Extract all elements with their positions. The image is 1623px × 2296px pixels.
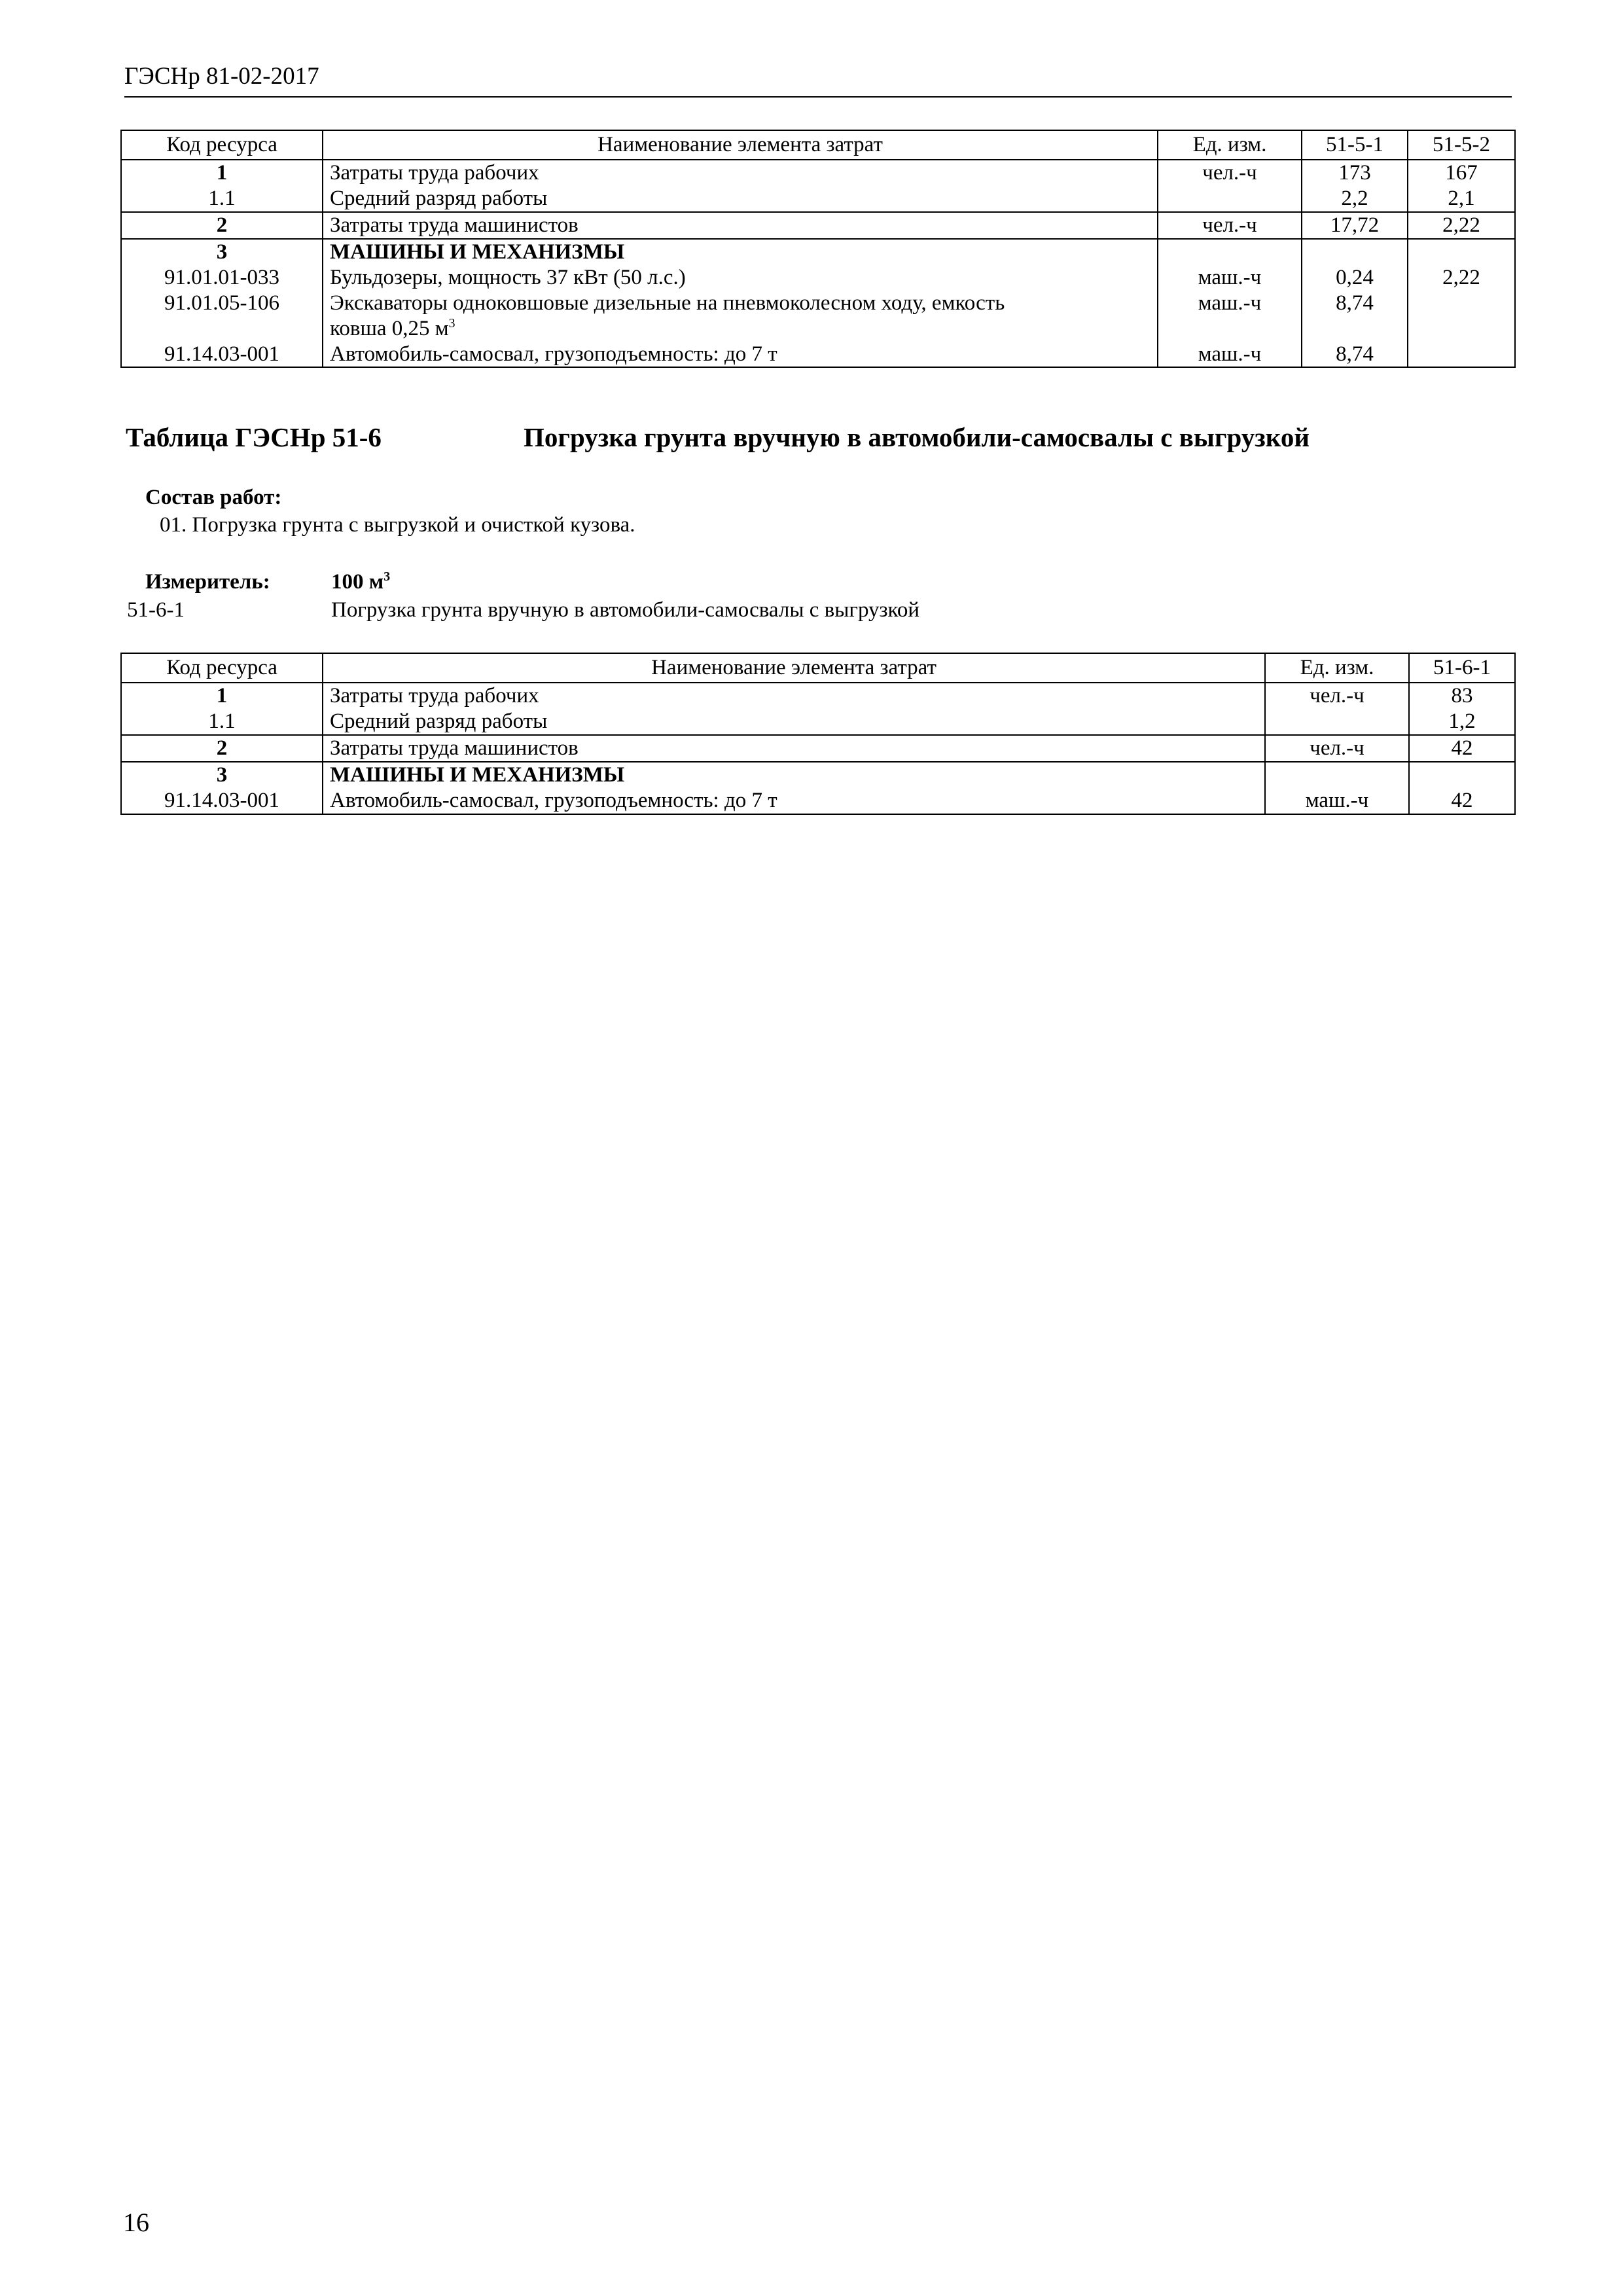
resource-name: Затраты труда рабочих	[323, 683, 1265, 709]
table-row	[121, 709, 1515, 735]
resource-unit: маш.-ч	[1158, 342, 1302, 368]
measure-value-text: 100 м	[331, 570, 384, 594]
table-row	[121, 762, 1515, 788]
resource-code: 3	[121, 762, 323, 788]
work-item: 01. Погрузка грунта с выгрузкой и очисткой кузова.	[160, 513, 635, 537]
resource-unit: маш.-ч	[1265, 788, 1409, 814]
resource-unit: чел.-ч	[1158, 160, 1302, 186]
page-number: 16	[123, 2208, 149, 2237]
value-51-5-1: 8,74	[1302, 342, 1408, 368]
resource-code: 1.1	[121, 709, 323, 735]
resource-code: 2	[121, 735, 323, 762]
value-51-6-1: 42	[1409, 788, 1515, 814]
column-header: 51-6-1	[1409, 653, 1515, 683]
resource-unit: чел.-ч	[1265, 735, 1409, 762]
value-51-5-1: 2,2	[1302, 186, 1408, 212]
column-header: 51-5-1	[1302, 130, 1408, 160]
table-title: Погрузка грунта вручную в автомобили-самосвалы с выгрузкой	[524, 422, 1310, 452]
value-51-5-1	[1302, 239, 1408, 265]
value-51-5-2: 2,1	[1408, 186, 1515, 212]
resource-name: Автомобиль-самосвал, грузоподъемность: до 7 т	[323, 788, 1265, 814]
column-header: Наименование элемента затрат	[323, 130, 1158, 160]
value-51-5-2	[1408, 239, 1515, 265]
column-header: Наименование элемента затрат	[323, 653, 1265, 683]
measure-description: Погрузка грунта вручную в автомобили-самосвалы с выгрузкой	[331, 598, 920, 622]
table-row	[121, 735, 1515, 762]
table-row	[121, 160, 1515, 186]
table-row	[121, 186, 1515, 212]
value-51-6-1: 42	[1409, 735, 1515, 762]
resource-unit	[1265, 762, 1409, 788]
measure-label: Измеритель:	[145, 570, 270, 594]
resource-name: Средний разряд работы	[323, 186, 1158, 212]
resource-name: Средний разряд работы	[323, 709, 1265, 735]
running-header: ГЭСНр 81-02-2017	[124, 64, 1512, 98]
resource-name	[323, 291, 1158, 342]
resource-name: Автомобиль-самосвал, грузоподъемность: до 7 т	[323, 342, 1158, 368]
resource-name-line2: ковша 0,25 м	[330, 316, 449, 340]
resource-code: 1.1	[121, 186, 323, 212]
value-51-5-2: 167	[1408, 160, 1515, 186]
resource-unit: маш.-ч	[1158, 291, 1302, 342]
resource-table-51-5	[120, 130, 1516, 368]
resource-table-51-6	[120, 653, 1516, 815]
resource-name: МАШИНЫ И МЕХАНИЗМЫ	[323, 239, 1158, 265]
resource-unit	[1158, 186, 1302, 212]
value-51-6-1: 83	[1409, 683, 1515, 709]
value-51-5-2: 2,22	[1408, 265, 1515, 291]
resource-name-line1: Экскаваторы одноковшовые дизельные на пневмоколесном ходу, емкость	[330, 291, 1005, 315]
resource-unit	[1265, 709, 1409, 735]
table-row	[121, 291, 1515, 342]
value-51-5-2	[1408, 291, 1515, 342]
value-51-5-1: 8,74	[1302, 291, 1408, 342]
resource-code: 91.14.03-001	[121, 788, 323, 814]
table-row	[121, 342, 1515, 368]
resource-unit	[1158, 239, 1302, 265]
table-header-row	[121, 130, 1515, 160]
column-header: 51-5-2	[1408, 130, 1515, 160]
value-51-5-2	[1408, 342, 1515, 368]
column-header: Код ресурса	[121, 653, 323, 683]
resource-name: Затраты труда машинистов	[323, 735, 1265, 762]
column-header: Код ресурса	[121, 130, 323, 160]
resource-unit: чел.-ч	[1265, 683, 1409, 709]
resource-name: Затраты труда рабочих	[323, 160, 1158, 186]
measure-value	[331, 570, 390, 594]
table-row	[121, 683, 1515, 709]
measure-code: 51-6-1	[127, 598, 185, 622]
resource-code: 2	[121, 212, 323, 239]
work-composition-label: Состав работ:	[145, 486, 282, 509]
table-header-row	[121, 653, 1515, 683]
value-51-5-1: 173	[1302, 160, 1408, 186]
resource-unit: маш.-ч	[1158, 265, 1302, 291]
resource-name: МАШИНЫ И МЕХАНИЗМЫ	[323, 762, 1265, 788]
table-row	[121, 212, 1515, 239]
resource-name: Затраты труда машинистов	[323, 212, 1158, 239]
column-header: Ед. изм.	[1158, 130, 1302, 160]
value-51-5-1: 0,24	[1302, 265, 1408, 291]
table-row	[121, 239, 1515, 265]
table-row	[121, 265, 1515, 291]
value-51-6-1: 1,2	[1409, 709, 1515, 735]
value-51-6-1	[1409, 762, 1515, 788]
resource-name: Бульдозеры, мощность 37 кВт (50 л.с.)	[323, 265, 1158, 291]
table-row	[121, 788, 1515, 814]
table-label: Таблица ГЭСНр 51-6	[126, 422, 382, 452]
value-51-5-2: 2,22	[1408, 212, 1515, 239]
resource-unit: чел.-ч	[1158, 212, 1302, 239]
superscript: 3	[448, 315, 455, 331]
resource-code: 1	[121, 683, 323, 709]
resource-code: 91.01.01-033	[121, 265, 323, 291]
resource-code: 3	[121, 239, 323, 265]
value-51-5-1: 17,72	[1302, 212, 1408, 239]
resource-code: 1	[121, 160, 323, 186]
superscript: 3	[383, 569, 391, 584]
resource-code: 91.14.03-001	[121, 342, 323, 368]
resource-code: 91.01.05-106	[121, 291, 323, 342]
column-header: Ед. изм.	[1265, 653, 1409, 683]
